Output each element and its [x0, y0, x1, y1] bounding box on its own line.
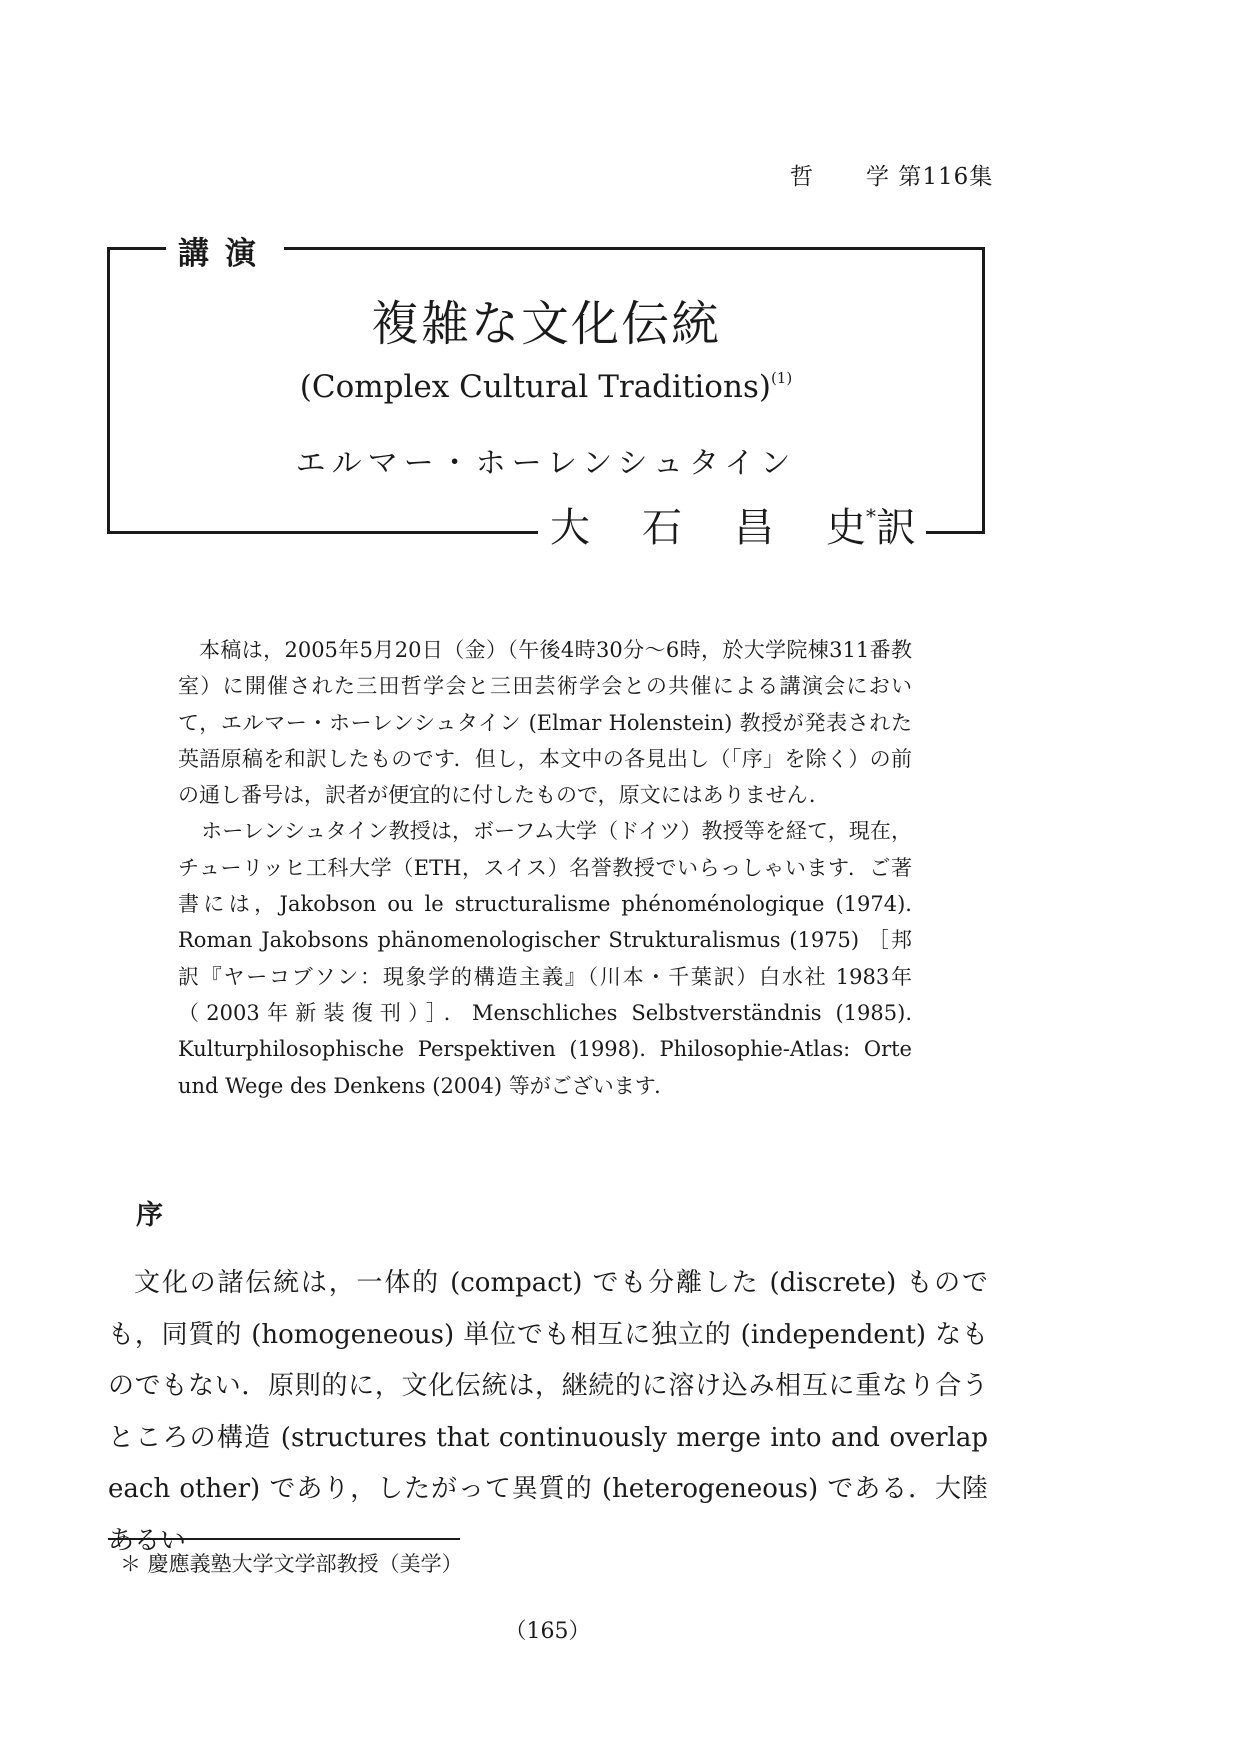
translator-name-3: 昌	[734, 505, 774, 551]
journal-name-part2: 学	[866, 164, 890, 190]
article-subtitle	[110, 369, 982, 405]
title-note-ref: (1)	[770, 369, 793, 387]
translator-credit	[538, 496, 926, 553]
body-text	[108, 1258, 988, 1567]
footnote: ＊ 慶應義塾大学文学部教授（美学）	[120, 1552, 463, 1576]
body-paragraph: 文化の諸伝統は，一体的 (compact) でも分離した (discrete) ものでも，同質的 (homogeneous) 単位でも相互に独立的 (independent) なものでもない．原則的に，文化伝統は，継続的に溶け込み相互に重なり合うところの構造 (structures that continuously merge into and overlap each other) であり，したがって異質的 (heterogeneous) である．大陸あるい	[108, 1268, 988, 1556]
title-frame	[107, 236, 985, 551]
english-title: (Complex Cultural Traditions)	[299, 369, 771, 405]
article-title: 複雑な文化伝統	[370, 296, 721, 352]
translator-suffix: 訳	[876, 505, 916, 551]
translator-name-4: 史	[826, 505, 866, 551]
page-number: （165）	[504, 1619, 591, 1644]
running-head	[790, 158, 1050, 191]
translator-name-1: 大	[550, 505, 590, 551]
abstract	[178, 632, 912, 1104]
volume-number: 第116集	[898, 164, 994, 190]
author-name: エルマー・ホーレンシュタイン	[295, 446, 797, 481]
section-heading: 序	[136, 1200, 163, 1231]
translator-name-2: 石	[642, 505, 682, 551]
lecture-label: 講演	[166, 228, 284, 273]
abstract-paragraph-2: ホーレンシュタイン教授は，ボーフム大学（ドイツ）教授等を経て，現在，チューリッヒ工科大学（ETH，スイス）名誉教授でいらっしゃいます．ご著書には，Jakobson ou le structuralisme phénoménologique (1974). Roman Jakobsons phänomenologischer Strukturalismus (1975) ［邦訳『ヤーコブソン：現象学的構造主義』（川本・千葉訳）白水社 1983年（2003年新装復刊）］．Menschliches Selbstverständnis (1985). Kulturphilosophische Perspektiven (1998). Philosophie-Atlas: Orte und Wege des Denkens (2004) 等がございます．	[178, 819, 912, 1098]
footnote-divider	[108, 1538, 460, 1540]
abstract-paragraph-1: 本稿は，2005年5月20日（金）（午後4時30分～6時，於大学院棟311番教室）に開催された三田哲学会と三田芸術学会との共催による講演会において，エルマー・ホーレンシュタイン (Elmar Holenstein) 教授が発表された英語原稿を和訳したものです．但し，本文中の各見出し（「序」を除く）の前の通し番号は，訳者が便宜的に付したもので，原文にはありません．	[178, 638, 912, 808]
translator-footnote-mark: *	[866, 504, 876, 528]
journal-name-part1: 哲	[790, 164, 814, 190]
